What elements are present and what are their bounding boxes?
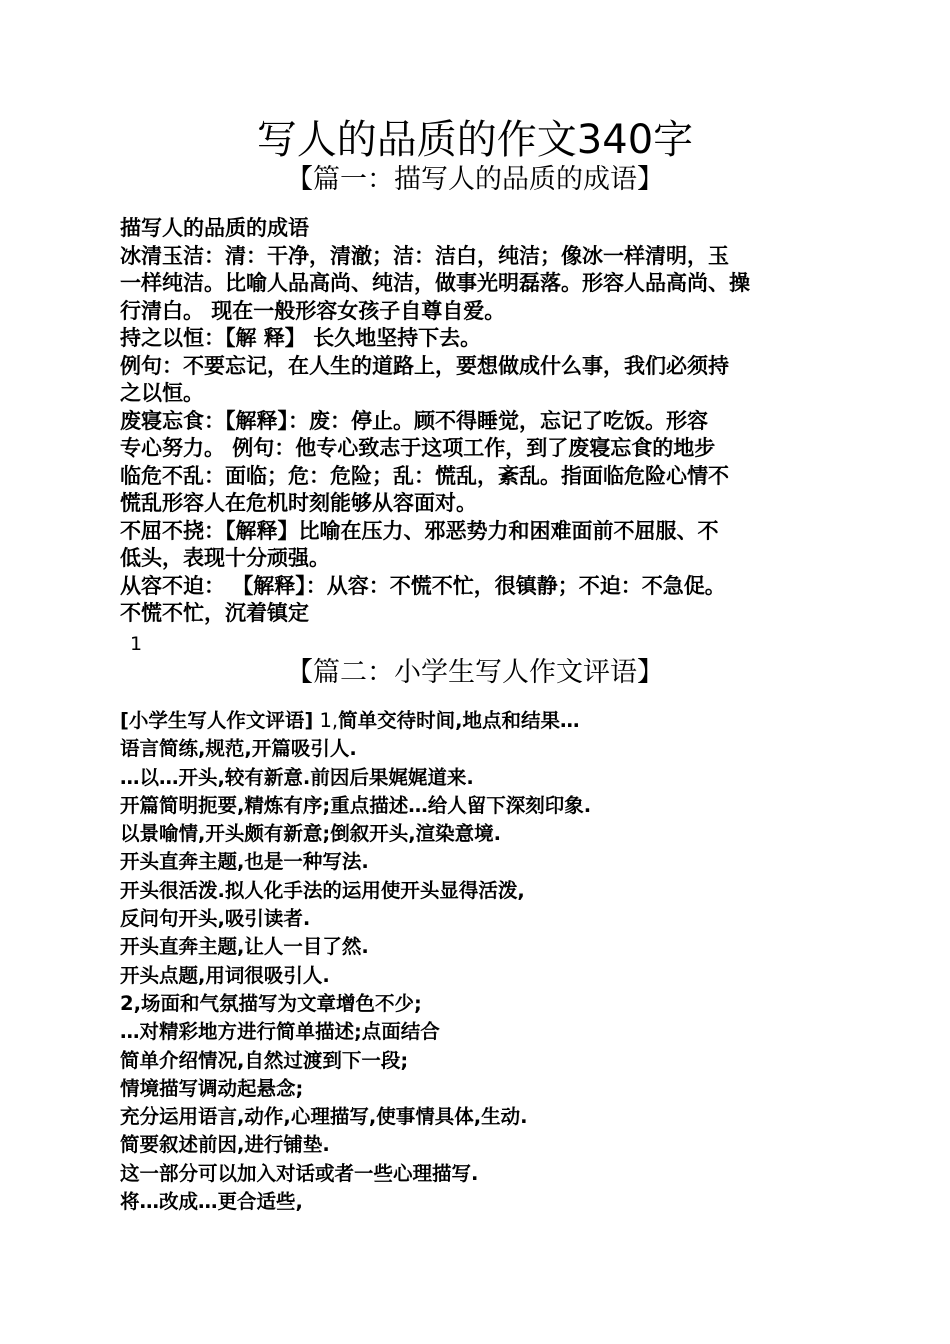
- text-line: 废寝忘食：【解释】：废：停止。顾不得睡觉，忘记了吃饭。形容: [120, 408, 708, 433]
- text-line: 冰清玉洁：清：干净，清澈；洁：洁白，纯洁；像冰一样清明，玉: [120, 243, 729, 268]
- text-line: 这一部分可以加入对话或者一些心理描写.: [120, 1161, 479, 1185]
- text-line: 简单介绍情况,自然过渡到下一段;: [120, 1048, 409, 1072]
- text-line: …以…开头,较有新意.前因后果娓娓道来.: [120, 765, 474, 789]
- section-heading-1: 【篇一：描写人的品质的成语】: [286, 164, 664, 195]
- page-number: 1: [130, 633, 143, 655]
- text-line: 临危不乱：面临；危：危险；乱：慌乱，紊乱。指面临危险心情不: [120, 463, 729, 488]
- text-line: …对精彩地方进行简单描述;点面结合: [120, 1020, 440, 1044]
- text-line: 行清白。 现在一般形容女孩子自尊自爱。: [120, 298, 506, 323]
- text-line: 之以恒。: [120, 381, 204, 405]
- text-line: 开头直奔主题,也是一种写法.: [120, 850, 369, 874]
- text-line: 一样纯洁。比喻人品高尚、纯洁，做事光明磊落。形容人品高尚、操: [120, 271, 750, 295]
- text-line: 不慌不忙，沉着镇定: [120, 601, 309, 625]
- text-line: 开篇简明扼要,精炼有序;重点描述…给人留下深刻印象.: [120, 793, 592, 817]
- text-line: 充分运用语言,动作,心理描写,使事情具体,生动.: [120, 1105, 528, 1129]
- text-line: 简要叙述前因,进行铺垫.: [120, 1133, 330, 1157]
- text-line: 反问句开头,吸引读者.: [120, 907, 311, 931]
- text-line: [120, 707, 840, 735]
- text-line: 低头，表现十分顽强。: [120, 546, 330, 570]
- inline-number: 1,: [313, 709, 339, 732]
- text-line: 开头直奔主题,让人一目了然.: [120, 935, 369, 959]
- text-line: 2,场面和气氛描写为文章增色不少;: [120, 991, 422, 1015]
- text-line: 开头很活泼.拟人化手法的运用使开头显得活泼,: [120, 878, 525, 902]
- text-line: 不屈不挠：【解释】比喻在压力、邪恶势力和困难面前不屈服、不: [120, 518, 719, 543]
- inline-title: [小学生写人作文评语]: [120, 709, 314, 732]
- text-line: 开头点题,用词很吸引人.: [120, 963, 330, 987]
- section-body-1: [120, 215, 840, 628]
- text-line: 例句：不要忘记，在人生的道路上，要想做成什么事，我们必须持: [120, 353, 729, 378]
- inline-text: 简单交待时间,地点和结果…: [338, 709, 580, 732]
- text-line: 慌乱形容人在危机时刻能够从容面对。: [120, 491, 477, 515]
- text-line: 将…改成…更合适些,: [120, 1190, 303, 1214]
- text-line: 描写人的品质的成语: [120, 216, 309, 240]
- text-line: 从容不迫： 【解释】：从容：不慌不忙，很镇静；不迫：不急促。: [120, 573, 726, 598]
- section-heading-2: 【篇二：小学生写人作文评语】: [286, 657, 664, 688]
- text-line: 情境描写调动起悬念;: [120, 1076, 304, 1100]
- text-line: 专心努力。 例句：他专心致志于这项工作，到了废寝忘食的地步: [120, 436, 716, 460]
- text-line: 以景喻情,开头颇有新意;倒叙开头,渲染意境.: [120, 822, 502, 846]
- document-title: 写人的品质的作文340字: [256, 117, 694, 163]
- section-body-2: [120, 707, 840, 1216]
- text-line: 持之以恒：【解 释】 长久地坚持下去。: [120, 326, 482, 350]
- text-line: 语言简练,规范,开篇吸引人.: [120, 737, 357, 761]
